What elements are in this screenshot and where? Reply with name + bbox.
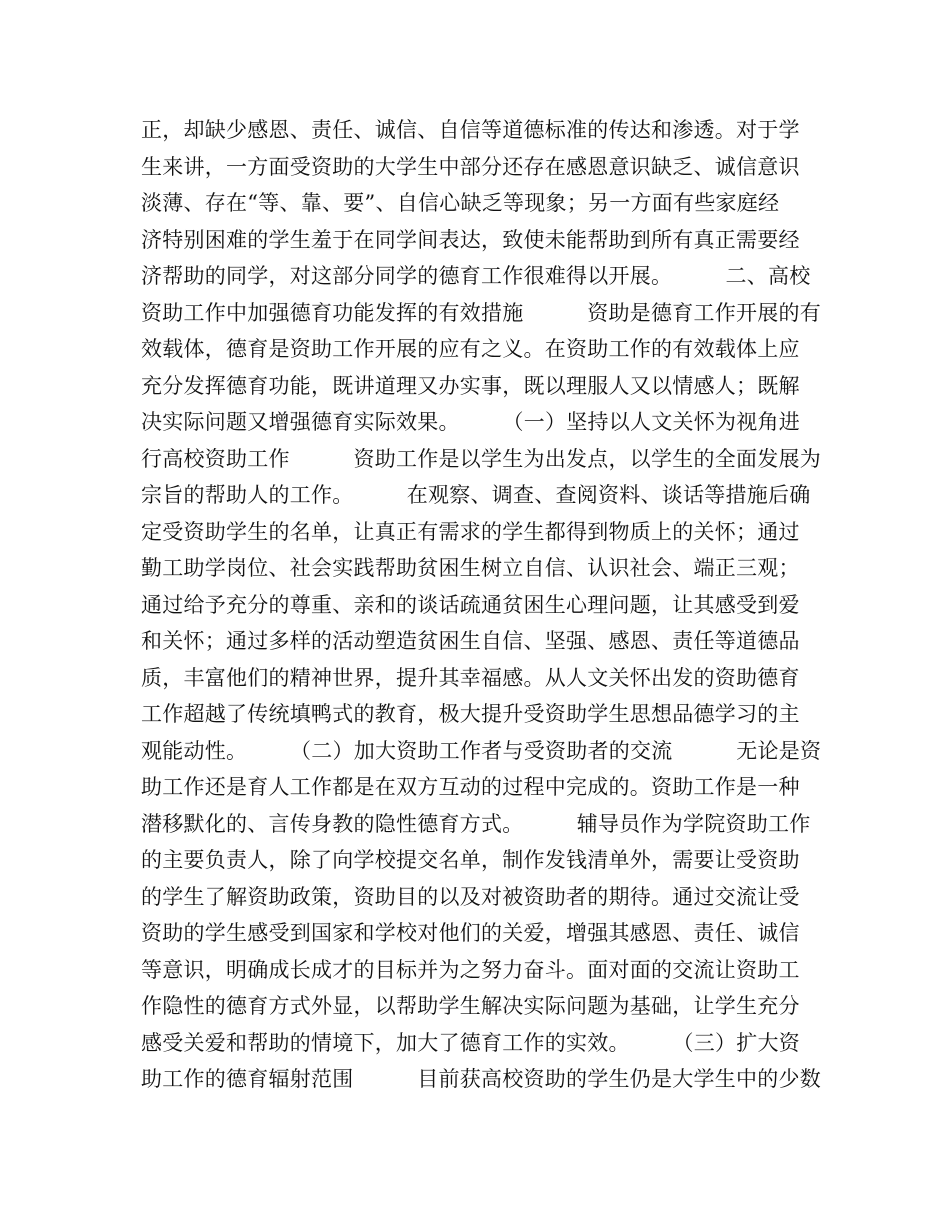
text-line: 淡薄、存在“等、靠、要”、自信心缺乏等现象；另一方面有些家庭经 xyxy=(141,191,780,215)
text-line: 的主要负责人，除了向学校提交名单，制作发钱清单外，需要让受资助 xyxy=(141,848,800,872)
text-line: 潜移默化的、言传身教的隐性德育方式。 辅导员作为学院资助工作 xyxy=(141,811,811,836)
text-line: 生来讲，一方面受资助的大学生中部分还存在感恩意识缺乏、诚信意识 xyxy=(141,154,800,179)
text-line: 充分发挥德育功能，既讲道理又办实事，既以理服人又以情感人；既解 xyxy=(141,373,800,398)
text-line: 工作超越了传统填鸭式的教育，极大提升受资助学生思想品德学习的主 xyxy=(141,702,800,726)
text-line: 正，却缺少感恩、责任、诚信、自信等道德标准的传达和渗透。对于学 xyxy=(141,118,800,142)
text-line: 行高校资助工作 资助工作是以学生为出发点，以学生的全面发展为 xyxy=(141,446,821,471)
text-line: 助工作的德育辐射范围 目前获高校资助的学生仍是大学生中的少数 xyxy=(141,1067,821,1091)
text-line: 质，丰富他们的精神世界，提升其幸福感。从人文关怀出发的资助德育 xyxy=(141,665,800,690)
text-line: 通过给予充分的尊重、亲和的谈话疏通贫困生心理问题，让其感受到爱 xyxy=(141,592,800,617)
text-line: 助工作还是育人工作都是在双方互动的过程中完成的。资助工作是一种 xyxy=(141,775,800,799)
text-line: 感受关爱和帮助的情境下，加大了德育工作的实效。 （三）扩大资 xyxy=(141,1030,800,1055)
text-line: 济帮助的同学，对这部分同学的德育工作很难得以开展。 二、高校 xyxy=(141,264,811,288)
text-line: 的学生了解资助政策，资助目的以及对被资助者的期待。通过交流让受 xyxy=(141,884,800,909)
text-line: 决实际问题又增强德育实际效果。 （一）坚持以人文关怀为视角进 xyxy=(141,410,800,434)
text-line: 观能动性。 （二）加大资助工作者与受资助者的交流 无论是资 xyxy=(141,738,822,763)
text-line: 等意识，明确成长成才的目标并为之努力奋斗。面对面的交流让资助工 xyxy=(141,957,800,982)
text-line: 定受资助学生的名单，让真正有需求的学生都得到物质上的关怀；通过 xyxy=(141,519,800,544)
text-line: 资助工作中加强德育功能发挥的有效措施 资助是德育工作开展的有 xyxy=(141,300,821,325)
text-line: 作隐性的德育方式外显，以帮助学生解决实际问题为基础，让学生充分 xyxy=(141,994,800,1018)
text-line: 资助的学生感受到国家和学校对他们的关爱，增强其感恩、责任、诚信 xyxy=(141,921,800,945)
text-line: 和关怀；通过多样的活动塑造贫困生自信、坚强、感恩、责任等道德品 xyxy=(141,629,800,653)
text-line: 勤工助学岗位、社会实践帮助贫困生树立自信、认识社会、端正三观； xyxy=(141,556,800,580)
text-line: 效载体，德育是资助工作开展的应有之义。在资助工作的有效载体上应 xyxy=(141,337,800,361)
text-line: 济特别困难的学生羞于在同学间表达，致使未能帮助到所有真正需要经 xyxy=(141,227,800,252)
text-line: 宗旨的帮助人的工作。 在观察、调查、查阅资料、谈话等措施后确 xyxy=(141,483,811,507)
body-text xyxy=(141,112,841,1098)
